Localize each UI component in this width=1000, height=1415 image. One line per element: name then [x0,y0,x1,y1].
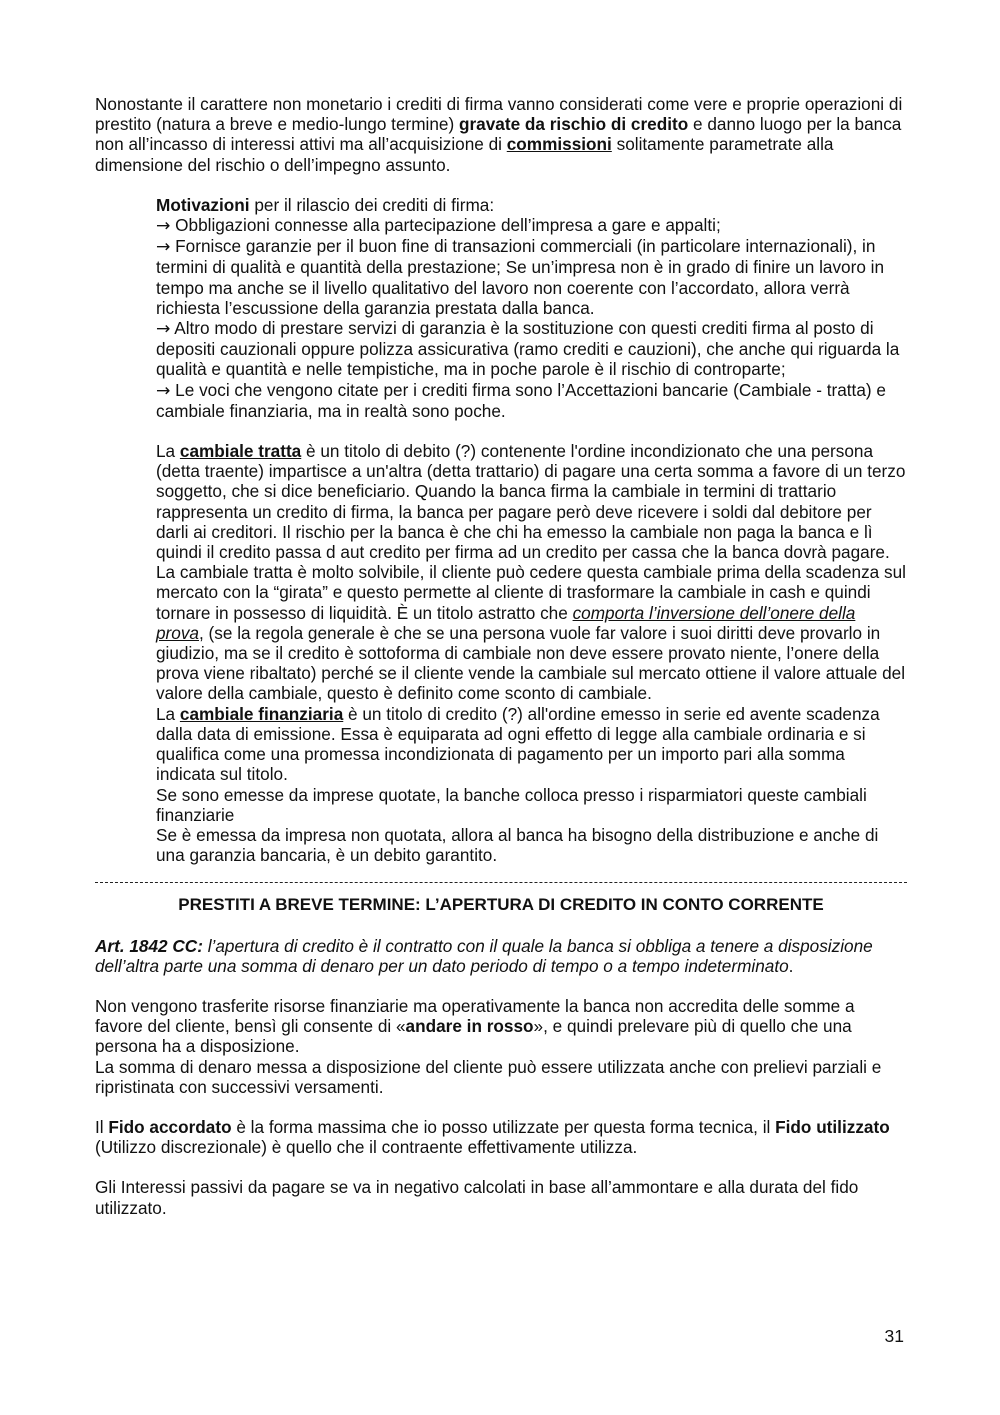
page-number: 31 [884,1326,904,1346]
motivazioni-item-text: Le voci che vengono citate per i crediti firma sono l’Accettazioni bancarie (Cambiale - tratta) e cambiale finanziaria, ma in realtà sono poche. [156,379,886,421]
finanziaria-quotate: Se sono emesse da imprese quotate, la banche colloca presso i risparmiatori queste cambiali finanziarie [156,784,867,825]
fido-a: Il [95,1116,109,1137]
motivazioni-title [156,195,907,215]
tratta-text-1: è un titolo di debito (?) contenente l'ordine incondizionato che una persona (detta traente) impartisce a un'altra (detta trattario) di pagare una certa somma a favore di un terzo soggetto, che si dice beneficiario. Quando la banca firma la cambiale in termini di trattario rappresenta un credito di firma, la banca per pagare però deve ricevere i soldi dal debitore per darli ai creditori. Il rischio per la banca è che chi ha emesso la cambiale non paga la banca e lì quindi il credito passa d aut credito per firma ad un credito per cassa che la banca dovrà pagare. La cambiale tratta è molto solvibile, il cliente può cedere questa cambiale prima della scadenza sul mercato con la “girata” e questo permette al cliente di trasformare la cambiale in cash e quindi tornare in possesso di liquidità. È un titolo astratto che [156,441,906,623]
arrow-right-icon: → [156,319,171,340]
fido-utilizzato: Fido utilizzato [775,1116,890,1137]
intro-text-2: e danno luogo per la banca non all’incasso di interessi attivi ma all’acquisizione di [95,114,902,155]
cambiale-tratta-paragraph [156,441,907,704]
section-divider [95,882,907,883]
tratta-italic: comporta l’inversione dell’onere della prova [156,602,856,643]
motivazioni-item-text: Obbligazioni connesse alla partecipazione dell’impresa a gare e appalti; [170,215,721,236]
document-page [95,94,907,1218]
andare-in-rosso: andare in rosso [405,1016,534,1037]
p1a: Non vengono trasferite risorse finanziarie ma operativamente la banca non accredita delle somme a favore del cliente, bensì gli consente di « [95,995,855,1037]
motivazioni-rest: per il rilascio dei crediti di firma: [249,194,495,215]
motivazioni-block [156,195,907,866]
fido-c: è la forma massima che io posso utilizzate per questa forma tecnica, il [231,1116,776,1137]
arrow-right-icon: → [156,237,171,258]
cambiale-tratta-term: cambiale tratta [179,441,302,462]
fido-accordato: Fido accordato [108,1116,232,1137]
fido-paragraph [95,1117,907,1157]
motivazioni-item [156,318,907,380]
tratta-text-2: , (se la regola generale è che se una persona vuole far valore i suoi diritti deve provarlo in giudizio, ma se il credito è sottoforma di cambiale non deve essere provato niente, l’onere della prova viene ribaltato) perché se il cliente vende la cambiale sul mercato ottiene il valore attuale del valore della cambiale, questo è definito come sconto di cambiale. [156,622,906,704]
motivazioni-item [156,380,907,421]
cambiale-finanziaria-paragraph [156,704,907,785]
tratta-la: La [156,441,180,462]
finanziaria-text-1: è un titolo di credito (?) all'ordine emesso in serie ed avente scadenza dalla data di emissione. Essa è equiparata ad ogni effetto di legge alla cambiale ordinaria e si qualifica come una promessa incondizionata di pagamento per un importo pari alla somma indicata sul titolo. [156,703,880,785]
finanziaria-la: La [156,703,180,724]
fido-e: (Utilizzo discrezionale) è quello che il contraente effettivamente utilizza. [95,1137,638,1158]
motivazioni-item [156,215,907,236]
interessi-paragraph: Gli Interessi passivi da pagare se va in negativo calcolati in base all’ammontare e alla durata del fido utilizzato. [95,1177,859,1218]
section-heading: PRESTITI A BREVE TERMINE: L’APERTURA DI CREDITO IN CONTO CORRENTE [178,895,824,915]
arrow-right-icon: → [156,216,171,237]
art-1842-paragraph [95,936,907,976]
motivazioni-item-text: Altro modo di prestare servizi di garanzia è la sostituzione con questi crediti firma al posto di depositi cauzionali oppure polizza assicurativa (ramo crediti e cauzioni), che anche qui riguarda la qualità e quantità e nelle tempistiche, ma in poche parole è il rischio di controparte; [156,318,900,380]
somma-paragraph: La somma di denaro messa a disposizione del cliente può essere utilizzata anche con prelievi parziali e ripristinata con successivi versamenti. [95,1056,882,1097]
motivazioni-label: Motivazioni [156,194,250,215]
finanziaria-non-quotate: Se è emessa da impresa non quotata, allora al banca ha bisogno della distribuzione e anche di una garanzia bancaria, è un debito garantito. [156,824,879,866]
intro-text-1: Nonostante il carattere non monetario i crediti di firma vanno considerati come vere e proprie operazioni di prestito (natura a breve e medio-lungo termine) [95,94,903,135]
intro-text-3: solitamente parametrate alla dimensione del rischio o dell’impegno assunto. [95,134,834,175]
cambiale-finanziaria-term: cambiale finanziaria [179,703,344,724]
motivazioni-item-text: Fornisce garanzie per il buon fine di transazioni commerciali (in particolare internazionali), in termini di qualità e quantità della prestazione; Se un’impresa non è in grado di finire un lavoro in tempo ma anche se il livello qualitativo del lavoro non coerente con l’accordato, allora verrà richiesta l’escussione della garanzia prestata dalla banca. [156,236,885,318]
motivazioni-item [156,236,907,318]
intro-bold-risk: gravate da rischio di credito [458,114,689,135]
art-end: . [788,955,794,976]
intro-paragraph [95,94,907,175]
arrow-right-icon: → [156,380,171,401]
trasferite-paragraph [95,996,907,1057]
intro-bold-commissioni: commissioni [506,134,612,155]
art-text: l’apertura di credito è il contratto con il quale la banca si obbliga a tenere a disposizione dell’altra parte una somma di denaro per un dato periodo di tempo o a tempo indeterminato [95,935,873,976]
p1c: », e quindi prelevare più di quello che una persona ha a disposizione. [95,1016,852,1057]
art-label: Art. 1842 CC: [95,935,203,956]
